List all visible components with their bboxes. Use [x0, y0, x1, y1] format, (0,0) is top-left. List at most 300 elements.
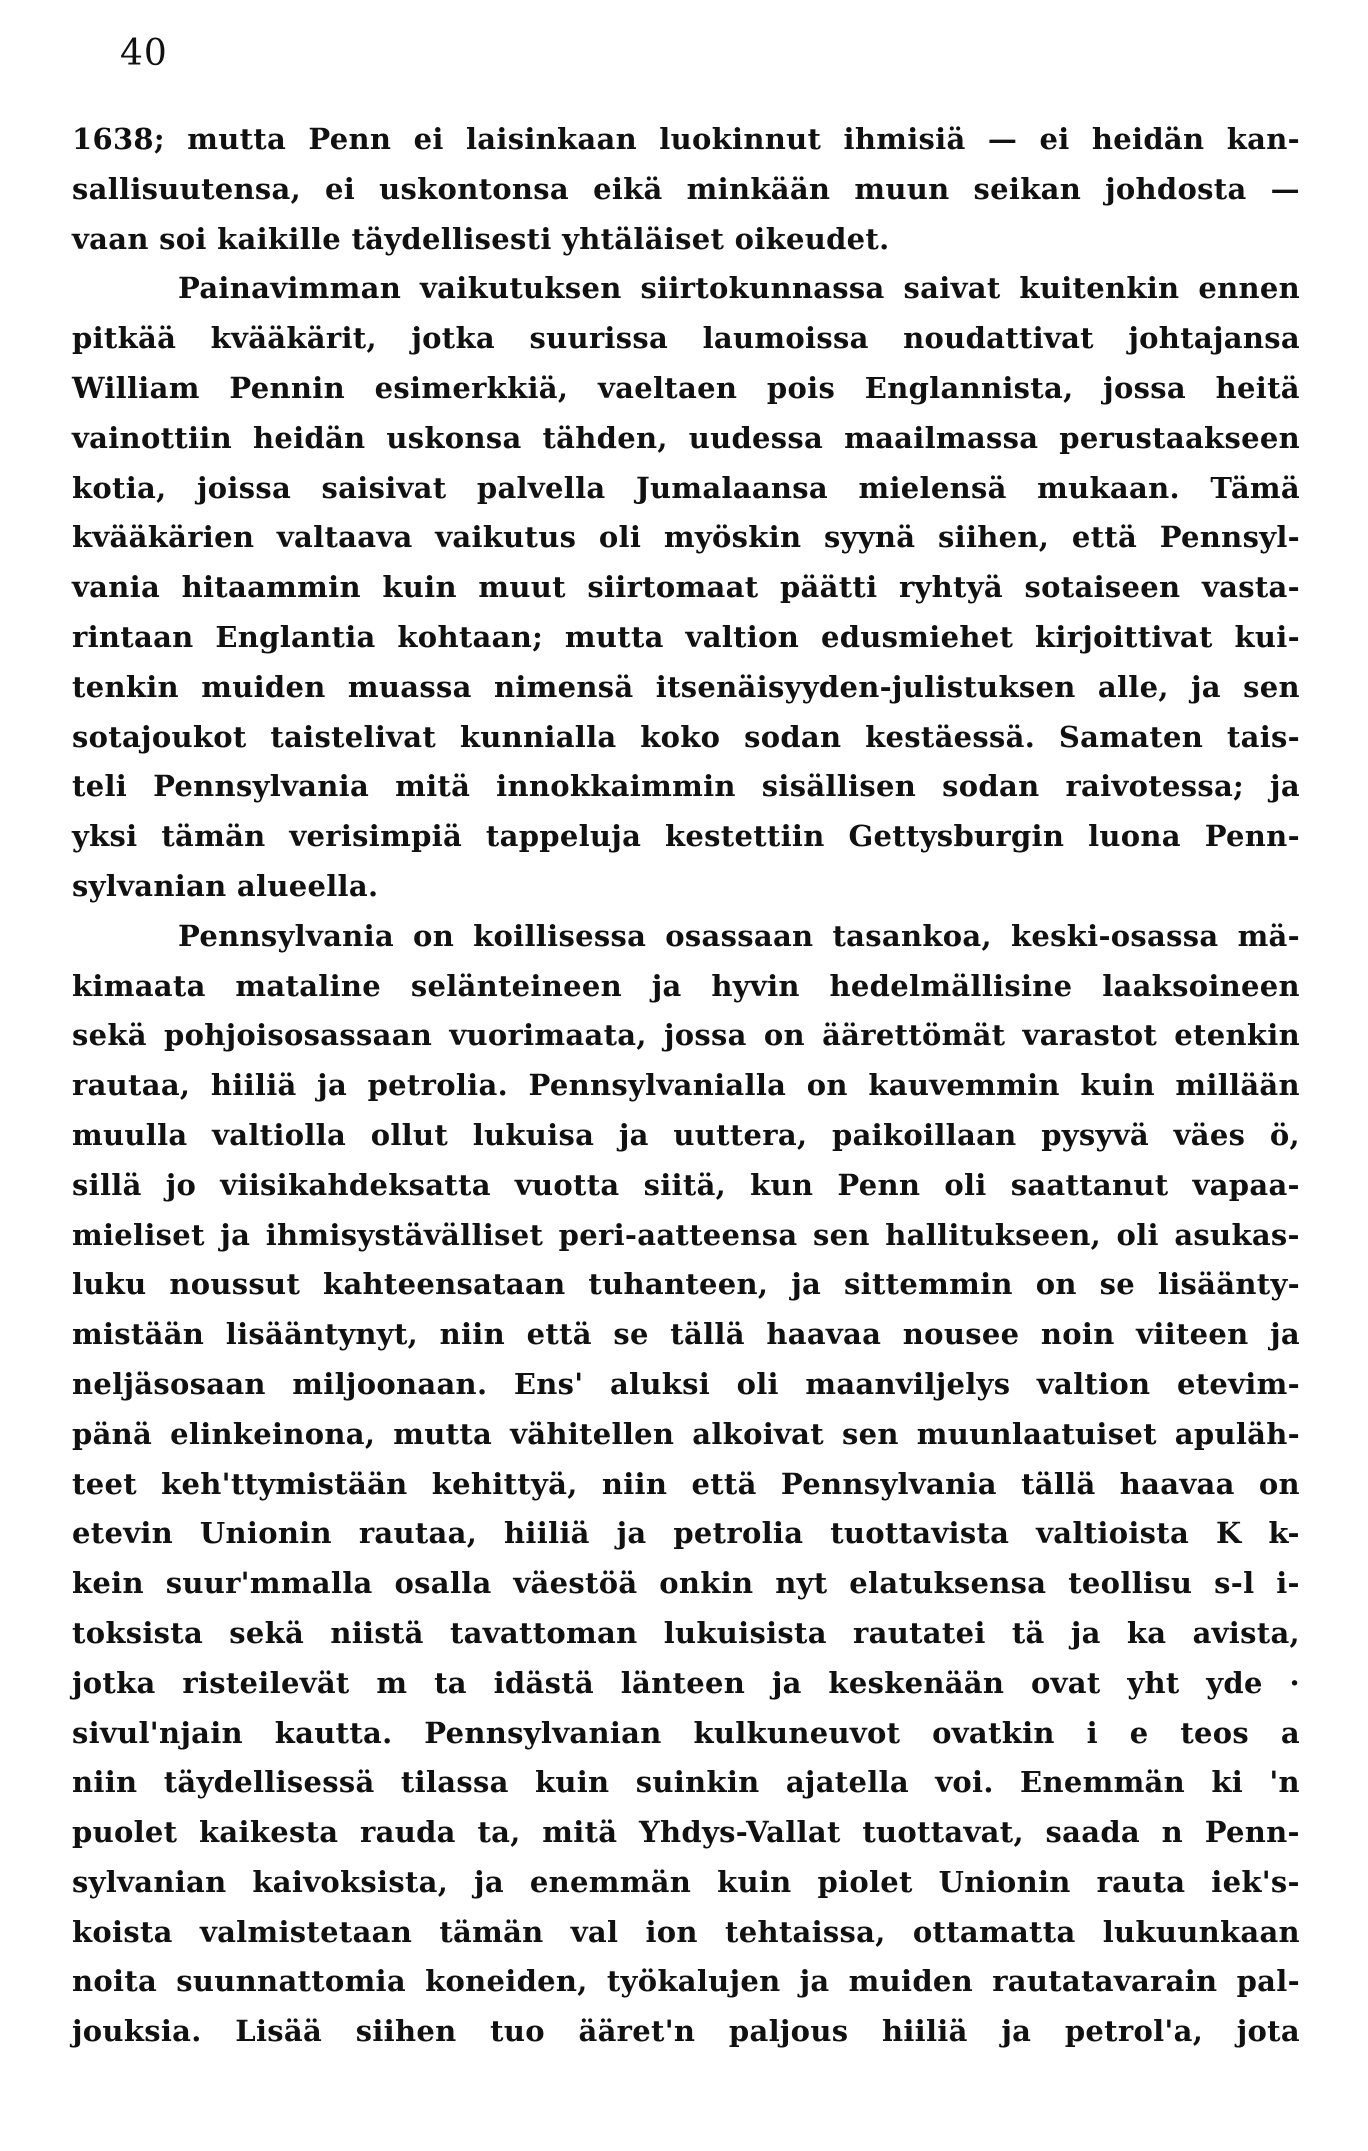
word: sen	[841, 1416, 899, 1451]
word: maailmassa	[844, 420, 1039, 455]
word: mitä	[542, 1815, 618, 1850]
word: ihmisiä	[843, 122, 966, 156]
word: Jumalaansa	[635, 470, 829, 505]
word: että	[526, 1317, 592, 1352]
word: Pennsylvanialla	[528, 1068, 787, 1103]
word: laumoissa	[702, 321, 869, 356]
word: muulla	[72, 1117, 188, 1152]
word: tällä	[1021, 1466, 1096, 1501]
word: oli	[736, 1366, 779, 1401]
word: seikan	[973, 171, 1082, 206]
word: pitkää	[72, 321, 177, 356]
word: johdosta	[1105, 171, 1247, 206]
word: voi.	[935, 1765, 994, 1800]
word: maanviljelys	[805, 1366, 1011, 1401]
word: viisikahdeksatta	[220, 1167, 491, 1202]
word: viiteen	[1136, 1317, 1249, 1352]
text-line	[72, 464, 1300, 514]
word: elinkeinona,	[170, 1416, 376, 1451]
word: nousee	[902, 1317, 1020, 1352]
word: ei	[413, 122, 444, 156]
word: kuin	[382, 570, 457, 605]
word: lukuisista	[663, 1615, 827, 1650]
word: jotka	[72, 1665, 156, 1700]
word: uuttera,	[673, 1117, 808, 1152]
word: kehittyä,	[431, 1466, 578, 1501]
word: ja	[1270, 769, 1300, 804]
word: —	[987, 122, 1018, 156]
word: ö,	[1269, 1117, 1300, 1152]
word: sivul'njain	[72, 1715, 243, 1750]
word: heidän	[252, 420, 366, 455]
word: suunnattomia	[176, 1964, 406, 1999]
word: rauta	[1096, 1864, 1186, 1899]
text-line	[72, 414, 1300, 464]
word: yht	[1127, 1665, 1180, 1700]
word: piolet	[817, 1864, 913, 1899]
word: vuorimaata,	[449, 1018, 647, 1053]
word: ·	[1289, 1665, 1300, 1700]
word: täydellisessä	[163, 1765, 375, 1800]
word: äärettömät	[822, 1018, 1006, 1053]
word: väes	[1173, 1117, 1246, 1152]
word: ja	[1270, 1317, 1300, 1352]
word: asukas-	[1174, 1217, 1300, 1252]
text-line	[72, 314, 1300, 364]
word: muunlaatuiset	[916, 1416, 1157, 1451]
word: kauvemmin	[868, 1068, 1060, 1103]
word: koko	[640, 719, 721, 754]
text-line	[72, 1609, 1300, 1659]
word: tilassa	[400, 1765, 509, 1800]
word: s-l	[1214, 1566, 1255, 1601]
word: enemmän	[529, 1864, 692, 1899]
word: luku	[72, 1267, 147, 1302]
word: etenkin	[1174, 1018, 1300, 1053]
word: tehtaissa,	[725, 1914, 886, 1949]
word: eikä	[593, 171, 663, 206]
word: vapaa-	[1192, 1167, 1300, 1202]
word: siihen	[355, 2014, 457, 2049]
word: rautaa,	[72, 1068, 191, 1103]
word: johtajansa	[1128, 321, 1300, 356]
word: saada	[1045, 1815, 1140, 1850]
word: suur'mmalla	[165, 1566, 373, 1601]
word: vähitellen	[510, 1416, 675, 1451]
word: ja	[771, 1665, 802, 1700]
word: elatuksensa	[849, 1566, 1047, 1601]
word: vaikutus	[435, 520, 577, 555]
word: se	[613, 1317, 649, 1352]
word: saivat	[903, 271, 1001, 306]
word: saattanut	[1010, 1167, 1169, 1202]
text-line	[72, 1460, 1300, 1510]
word: ihmisystävälliset	[265, 1217, 544, 1252]
word: kohtaan;	[397, 619, 544, 654]
word: ja	[317, 1068, 348, 1103]
word: kirjoittivat	[1034, 619, 1213, 654]
word: keski-osassa	[1010, 918, 1219, 953]
word: ollut	[370, 1117, 449, 1152]
word: kestettiin	[665, 819, 825, 854]
word: ja	[618, 1117, 649, 1152]
word: mutta	[393, 1416, 493, 1451]
word: oikeudet.	[734, 221, 890, 256]
word: pois	[766, 370, 836, 405]
word: yhtäläiset	[562, 221, 725, 256]
word: esimerkkiä,	[374, 370, 569, 405]
word: oli	[598, 520, 642, 555]
word: rautatei	[853, 1615, 986, 1650]
word: ta	[434, 1665, 467, 1700]
word: tuottavista	[830, 1516, 1010, 1551]
text-line	[72, 613, 1300, 663]
word: kahteensataan	[323, 1267, 566, 1302]
word: 1638;	[72, 122, 165, 156]
word: valtioista	[1036, 1516, 1190, 1551]
word: Lisää	[235, 2014, 323, 2049]
word: sekä	[229, 1615, 305, 1650]
word: tä	[1011, 1615, 1045, 1650]
word: hedelmällisine	[829, 968, 1073, 1003]
word: nimensä	[493, 669, 634, 704]
word: kaivoksista,	[252, 1864, 449, 1899]
word: syynä	[823, 520, 916, 555]
word: pohjoisosassaan	[164, 1018, 433, 1053]
word: heidän	[1091, 122, 1205, 156]
word: jossa	[663, 1018, 747, 1053]
word: työkalujen	[606, 1964, 781, 1999]
text-line	[72, 812, 1300, 862]
word: tuottavat,	[862, 1815, 1024, 1850]
word: miljoonaan.	[292, 1366, 488, 1401]
word: sylvanian	[72, 868, 227, 903]
word: väestöä	[513, 1566, 638, 1601]
word: tämän	[439, 1914, 544, 1949]
text-line	[72, 1559, 1300, 1609]
word: ei	[325, 171, 356, 206]
word: hallitukseen,	[885, 1217, 1102, 1252]
word: Englantia	[215, 619, 376, 654]
word: keh'ttymistään	[161, 1466, 408, 1501]
word: vaan	[72, 221, 149, 256]
word: ääret'n	[578, 2014, 696, 2049]
word: haavaa	[766, 1317, 882, 1352]
word: Pennsylvania	[780, 1466, 997, 1501]
word: sen	[1243, 669, 1300, 704]
text-line	[72, 1509, 1300, 1559]
word: ion	[645, 1914, 698, 1949]
word: peri-aatteensa	[558, 1217, 798, 1252]
body-text	[72, 115, 1300, 2057]
word: valmistetaan	[199, 1914, 413, 1949]
word: ja	[616, 1516, 647, 1551]
word: kvääkärien	[72, 520, 255, 555]
word: sekä	[72, 1018, 147, 1053]
word: noussut	[169, 1267, 301, 1302]
word: noita	[72, 1964, 158, 1999]
word: tähden,	[542, 420, 668, 455]
text-line	[72, 1410, 1300, 1460]
word: lukuisa	[472, 1117, 595, 1152]
word: kaikille	[217, 221, 342, 256]
word: hiiliä	[504, 1516, 590, 1551]
word: alle,	[1097, 669, 1169, 704]
word: Pennsylvania	[178, 918, 394, 953]
word: jossa	[1103, 370, 1186, 405]
word: suurissa	[529, 321, 669, 356]
word: luona	[1088, 819, 1181, 854]
word: —	[1270, 171, 1300, 206]
word: Pennin	[229, 370, 345, 405]
word: petrolia	[673, 1516, 804, 1551]
word: heitä	[1215, 370, 1300, 405]
word: myöskin	[663, 520, 802, 555]
word: ja	[474, 1864, 504, 1899]
word: lisäänty-	[1157, 1267, 1300, 1302]
word: on	[763, 1018, 805, 1053]
word: mutta	[564, 619, 664, 654]
word: ja	[1001, 2014, 1032, 2049]
word: laisinkaan	[465, 122, 637, 156]
word: Ens'	[513, 1366, 584, 1401]
word: sisällisen	[761, 769, 917, 804]
word: a	[1280, 1715, 1300, 1750]
word: länteen	[620, 1665, 746, 1700]
word: rintaan	[72, 619, 194, 654]
word: nyt	[775, 1566, 828, 1601]
word: hyvin	[711, 968, 800, 1003]
word: mielensä	[858, 470, 1007, 505]
word: Penn-	[1204, 819, 1300, 854]
word: ryhtyä	[898, 570, 1003, 605]
word: k-	[1268, 1516, 1300, 1551]
text-line	[72, 962, 1300, 1012]
word: William	[72, 370, 200, 405]
word: teli	[72, 769, 128, 804]
word: uudessa	[688, 420, 824, 455]
word: siirtomaat	[587, 570, 759, 605]
word: uskontonsa	[379, 171, 570, 206]
text-line	[72, 364, 1300, 414]
text-line	[72, 264, 1300, 314]
word: kun	[750, 1167, 814, 1202]
word: Tämä	[1210, 470, 1300, 505]
text-line	[72, 1957, 1300, 2007]
text-line	[72, 1260, 1300, 1310]
word: soi	[159, 221, 207, 256]
word: ta,	[477, 1815, 521, 1850]
word: hiiliä	[210, 1068, 297, 1103]
word: sittemmin	[844, 1267, 1013, 1302]
word: rauda	[360, 1815, 456, 1850]
word: palvella	[476, 470, 606, 505]
word: ovat	[1031, 1665, 1101, 1700]
word: sotajoukot	[72, 719, 247, 754]
word: oli	[944, 1167, 987, 1202]
word: Unionin	[938, 1864, 1071, 1899]
word: Painavimman	[178, 271, 402, 306]
text-line	[72, 1808, 1300, 1858]
text-line	[72, 1111, 1300, 1161]
word: laaksoineen	[1102, 968, 1300, 1003]
word: jota	[1236, 2014, 1300, 2049]
word: että	[691, 1466, 757, 1501]
word: Penn	[837, 1167, 921, 1202]
word: niin	[601, 1466, 668, 1501]
word: kotia,	[72, 470, 167, 505]
word: kui-	[1234, 619, 1300, 654]
word: vuotta	[514, 1167, 620, 1202]
word: suinkin	[635, 1765, 760, 1800]
word: ovatkin	[932, 1715, 1055, 1750]
word: ja	[791, 1267, 822, 1302]
word: pysyvä	[1041, 1117, 1149, 1152]
word: hiiliä	[881, 2014, 968, 2049]
word: alkoivat	[692, 1416, 824, 1451]
word: siihen,	[938, 520, 1050, 555]
word: kuitenkin	[1019, 271, 1180, 306]
word: tasankoa,	[832, 918, 992, 953]
word: tuo	[490, 2014, 545, 2049]
word: mieliset	[72, 1217, 205, 1252]
word: muassa	[347, 669, 472, 704]
word: lukuunkaan	[1102, 1914, 1300, 1949]
word: varastot	[1022, 1018, 1158, 1053]
text-line	[72, 1061, 1300, 1111]
word: tais-	[1226, 719, 1300, 754]
word: mitä	[395, 769, 471, 804]
word: ja	[799, 1964, 830, 1999]
word: koillisessa	[473, 918, 647, 953]
text-line	[72, 563, 1300, 613]
word: kuin	[717, 1864, 792, 1899]
text-line	[72, 1858, 1300, 1908]
word: on	[413, 918, 455, 953]
word: noin	[1040, 1317, 1115, 1352]
word: kein	[72, 1566, 144, 1601]
word: kunnialla	[459, 719, 617, 754]
word: yde	[1206, 1665, 1263, 1700]
text-line	[72, 2007, 1300, 2057]
word: Unionin	[199, 1516, 332, 1551]
word: onkin	[659, 1566, 754, 1601]
word: kimaata	[72, 968, 206, 1003]
word: petrolia.	[367, 1068, 508, 1103]
word: siirtokunnassa	[640, 271, 885, 306]
word: sallisuutensa,	[72, 171, 302, 206]
word: vaeltaen	[597, 370, 738, 405]
text-line	[72, 762, 1300, 812]
word: Pennsyl-	[1159, 520, 1300, 555]
word: selänteineen	[410, 968, 623, 1003]
word: teet	[72, 1466, 137, 1501]
word: kautta.	[274, 1715, 393, 1750]
word: osassaan	[665, 918, 814, 953]
word: Enemmän	[1020, 1765, 1186, 1800]
word: etevin	[72, 1516, 174, 1551]
text-line	[72, 115, 1300, 165]
word: tappeluja	[485, 819, 642, 854]
word: toksista	[72, 1615, 204, 1650]
word: pal-	[1236, 1964, 1300, 1999]
word: hitaammin	[181, 570, 361, 605]
word: e	[1129, 1715, 1149, 1750]
word: itsenäisyyden-julistuksen	[655, 669, 1076, 704]
word: aluksi	[609, 1366, 711, 1401]
word: ja	[1191, 669, 1221, 704]
word: avista,	[1192, 1615, 1300, 1650]
text-line	[72, 1709, 1300, 1759]
word: muun	[854, 171, 950, 206]
word: ennen	[1198, 271, 1300, 306]
word: verisimpiä	[289, 819, 463, 854]
word: sotaiseen	[1024, 570, 1181, 605]
word: niistä	[330, 1615, 424, 1650]
word: iek's-	[1211, 1864, 1300, 1899]
word: petrol'a,	[1064, 2014, 1204, 2049]
word: rautatavarain	[992, 1964, 1218, 1999]
word: edusmiehet	[820, 619, 1014, 654]
word: siitä,	[643, 1167, 727, 1202]
word: Pennsylvania	[153, 769, 370, 804]
word: osalla	[394, 1566, 492, 1601]
word: teos	[1180, 1715, 1250, 1750]
word: lisääntynyt,	[225, 1317, 419, 1352]
word: kan-	[1226, 122, 1300, 156]
word: tenkin	[72, 669, 179, 704]
text-line	[72, 1758, 1300, 1808]
word: Penn-	[1204, 1815, 1300, 1850]
word: ajatella	[785, 1765, 909, 1800]
word: paikoillaan	[832, 1117, 1017, 1152]
word: mutta	[187, 122, 287, 156]
word: jouksia.	[72, 2014, 202, 2049]
word: i	[1086, 1715, 1098, 1750]
word: uskonsa	[386, 420, 522, 455]
word: sen	[812, 1217, 870, 1252]
word: koista	[72, 1914, 173, 1949]
word: yksi	[72, 819, 138, 854]
word: jo	[165, 1167, 197, 1202]
word: tuhanteen,	[588, 1267, 769, 1302]
word: se	[1099, 1267, 1136, 1302]
word: taistelivat	[270, 719, 437, 754]
word: noudattivat	[903, 321, 1094, 356]
word: vania	[72, 570, 161, 605]
word: muiden	[848, 1964, 974, 1999]
word: risteilevät	[182, 1665, 350, 1700]
text-line	[72, 215, 1300, 265]
word: keskenään	[828, 1665, 1005, 1700]
text-line	[72, 1161, 1300, 1211]
word: tavattoman	[449, 1615, 638, 1650]
word: minkään	[686, 171, 831, 206]
word: ja	[220, 1217, 251, 1252]
word: valtaava	[276, 520, 413, 555]
word: pänä	[72, 1416, 153, 1451]
word: niin	[72, 1765, 138, 1800]
word: ja	[651, 968, 682, 1003]
word: raivotessa;	[1065, 769, 1245, 804]
word: ja	[1070, 1615, 1101, 1650]
text-line	[72, 862, 1300, 912]
word: kuin	[1080, 1068, 1155, 1103]
word: valtiolla	[212, 1117, 347, 1152]
word: millään	[1175, 1068, 1300, 1103]
text-line	[72, 1908, 1300, 1958]
text-line	[72, 912, 1300, 962]
